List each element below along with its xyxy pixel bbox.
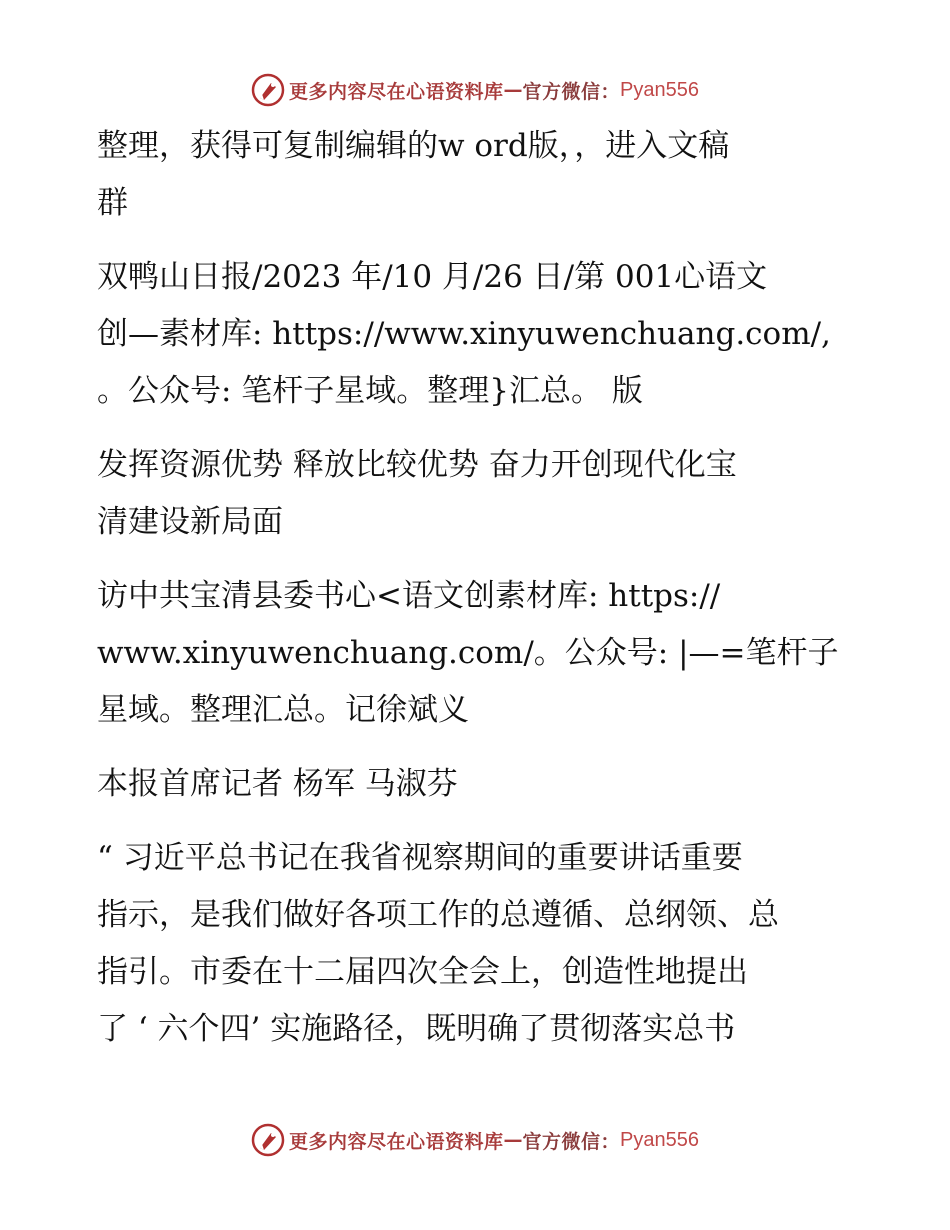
header-banner (0, 70, 950, 110)
pen-nib-circle-logo-icon (251, 73, 285, 107)
text-line: 整理，获得可复制编辑的w ord版，，进入文稿 (97, 128, 730, 164)
text-line: 创—素材库: https://www.xinyuwenchuang.com/, (97, 316, 831, 352)
paragraph-article-body (97, 830, 857, 1058)
text-line: 指引。市委在十二届四次全会上，创造性地提出 (97, 954, 748, 990)
text-line: 发挥资源优势 释放比较优势 奋力开创现代化宝 (97, 447, 737, 483)
text-line: 访中共宝清县委书心<语文创素材库: https:// (97, 578, 721, 614)
text-line: 双鸭山日报/2023 年/10 月/26 日/第 001心语文 (97, 259, 768, 295)
paragraph-intro (97, 118, 857, 232)
text-line: 本报首席记者 杨军 马淑芬 (97, 766, 458, 802)
text-line: 了 ‘ 六个四’ 实施路径，既明确了贯彻落实总书 (97, 1011, 736, 1047)
pen-nib-circle-logo-icon (251, 1123, 285, 1157)
text-line: 星域。整理汇总。记徐斌义 (97, 692, 469, 728)
banner-site-text: 更多内容尽在心语资料库 (289, 80, 504, 103)
paragraph-byline (97, 756, 857, 813)
footer-banner (0, 1120, 950, 1160)
text-line: www.xinyuwenchuang.com/。公众号: |—=笔杆子 (97, 635, 839, 671)
text-line: “ 习近平总书记在我省视察期间的重要讲话重要 (97, 840, 743, 876)
text-line: 指示，是我们做好各项工作的总遵循、总纲领、总 (97, 897, 779, 933)
banner-site-text: 更多内容尽在心语资料库 (289, 1130, 504, 1153)
text-line: 。公众号: 笔杆子星域。整理}汇总。 版 (97, 373, 643, 409)
banner-separator: — (503, 79, 523, 101)
banner-wechat-id: Pyan556 (620, 78, 699, 101)
paragraph-source (97, 249, 857, 420)
text-line: 清建设新局面 (97, 504, 283, 540)
banner-wechat-label: 官方微信： (522, 1130, 621, 1153)
banner-separator: — (503, 1129, 523, 1151)
text-line: 群 (97, 185, 128, 221)
banner-wechat-label: 官方微信： (522, 80, 621, 103)
banner-wechat-id: Pyan556 (620, 1128, 699, 1151)
document-body (97, 118, 857, 1058)
paragraph-subheadline (97, 568, 857, 739)
paragraph-headline (97, 437, 857, 551)
